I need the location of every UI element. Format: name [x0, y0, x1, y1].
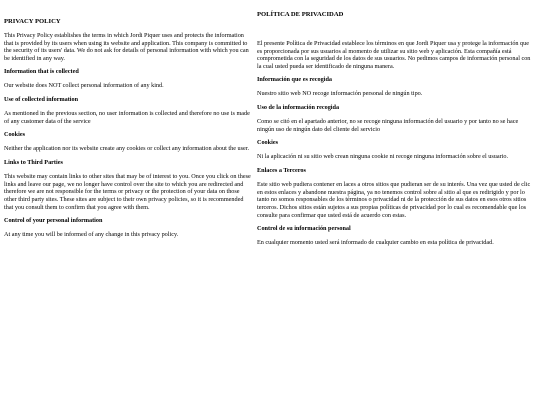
english-text-use: As mentioned in the previous section, no user information is collected and therefore no use is made of any customer data of the service	[4, 110, 250, 125]
spanish-heading-control: Control de su información personal	[257, 225, 351, 233]
english-text-info-collected: Our website does NOT collect personal information of any kind.	[4, 82, 164, 90]
english-heading-use: Use of collected information	[4, 96, 79, 104]
english-body	[4, 32, 252, 245]
spanish-intro: El presente Política de Privacidad establece los términos en que Jordi Piquer usa y protege la información que es proporcionada por sus usuarios al momento de utilizar su sitio web y aplicación. Esta compañía está comprometida con la seguridad de los datos de sus usuarios. No pedimos campos de información personal con la cual usted pueda ser identificado de ninguna manera.	[257, 40, 531, 70]
english-intro: This Privacy Policy establishes the terms in which Jordi Piquer uses and protects the information that is provided by its users when using its website and application. This company is committed to the security of its users' data. We do not ask for details of personal information with which you can be identified in any way.	[4, 32, 249, 62]
spanish-body	[257, 40, 535, 253]
spanish-heading-links: Enlaces a Terceros	[257, 167, 306, 175]
spanish-text-cookies: Ni la aplicación ni su sitio web crean ninguna cookie ni recoge ninguna información sobre el usuario.	[257, 153, 509, 161]
spanish-text-control: En cualquier momento usted será informado de cualquier cambio en esta política de privacidad.	[257, 239, 494, 247]
english-heading-cookies: Cookies	[4, 131, 25, 139]
spanish-heading-cookies: Cookies	[257, 139, 278, 147]
english-text-control: At any time you will be informed of any change in this privacy policy.	[4, 231, 179, 239]
english-heading-control: Control of your personal information	[4, 217, 103, 225]
english-heading-links: Links to Third Parties	[4, 159, 63, 167]
spanish-text-info-collected: Nuestro sitio web NO recoge información personal de ningún tipo.	[257, 90, 423, 98]
spanish-title: POLÍTICA DE PRIVACIDAD	[257, 11, 344, 18]
spanish-heading-info-collected: Información que es recogida	[257, 76, 332, 84]
english-heading-info-collected: Information that is collected	[4, 68, 79, 76]
english-text-cookies: Neither the application nor its website create any cookies or collect any information about the user.	[4, 145, 250, 153]
spanish-text-links: Este sitio web pudiera contener en laces a otros sitios que pudieran ser de su interés. Una vez que usted de clic en estos enlaces y abandone nuestra página, ya no tenemos control sobre al sitio al que es redirigido y por lo tanto no somos responsables de los términos o privacidad ni de la protección de sus datos en esos otros sitios terceros. Dichos sitios están sujetos a sus propias políticas de privacidad por lo cual es recomendable que los consulte para confirmar que usted está de acuerdo con estas.	[257, 181, 531, 219]
spanish-heading-use: Uso de la información recogida	[257, 104, 340, 112]
english-title: PRIVACY POLICY	[4, 18, 61, 25]
spanish-text-use: Como se citó en el apartado anterior, no se recoge ninguna información del usuario y por tanto no se hace ningún uso de ningún dato del cliente del servicio	[257, 118, 519, 133]
english-text-links: This website may contain links to other sites that may be of interest to you. Once you click on these links and leave our page, we no longer have control over the site to which you are redirected and therefore we are not responsible for the terms or privacy or the protection of your data on those other third party sites. These sites are subject to their own privacy policies, so it is recommended that you consult them to confirm that you agree with them.	[4, 173, 251, 211]
